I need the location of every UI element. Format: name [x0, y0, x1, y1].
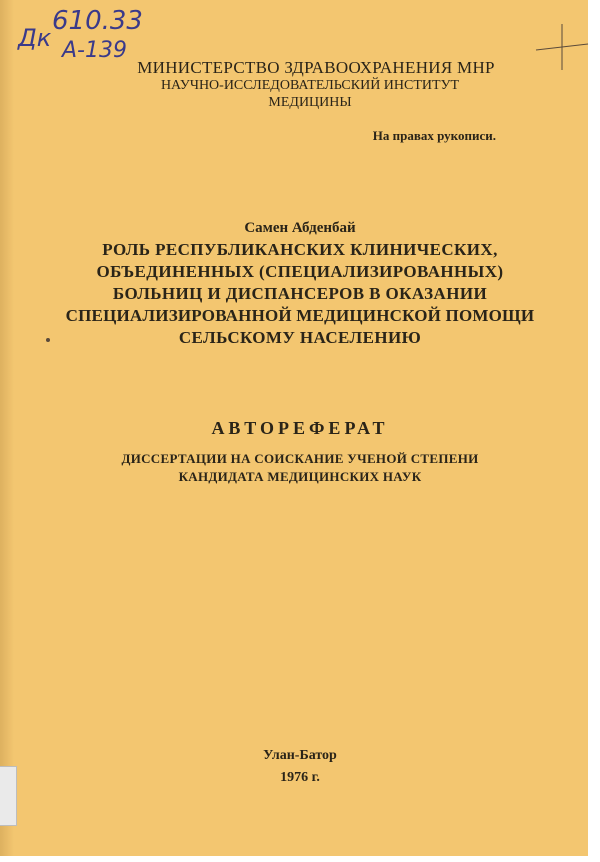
author-name: Самен Абденбай: [244, 220, 356, 236]
publication-year: 1976 г.: [280, 770, 320, 785]
subtitle-line: ДИССЕРТАЦИИ НА СОИСКАНИЕ УЧЕНОЙ СТЕПЕНИ: [121, 451, 479, 466]
publication-city: Улан-Батор: [263, 748, 337, 763]
title-line: РОЛЬ РЕСПУБЛИКАНСКИХ КЛИНИЧЕСКИХ,: [102, 240, 498, 259]
institute-heading-line1: НАУЧНО-ИССЛЕДОВАТЕЛЬСКИЙ ИНСТИТУТ: [160, 78, 460, 93]
page-edge-bottom: [0, 856, 600, 862]
title-line: СЕЛЬСКОМУ НАСЕЛЕНИЮ: [178, 328, 422, 347]
rights-note: На правах рукописи.: [372, 128, 496, 143]
handwritten-shelfmark-line1: 610.33: [52, 6, 143, 36]
title-line: ОБЪЕДИНЕННЫХ (СПЕЦИАЛИЗИРОВАННЫХ): [96, 262, 504, 281]
ministry-heading: МИНИСТЕРСТВО ЗДРАВООХРАНЕНИЯ МНР: [137, 58, 495, 77]
institute-heading-line2: МЕДИЦИНЫ: [268, 95, 352, 110]
title-line: СПЕЦИАЛИЗИРОВАННОЙ МЕДИЦИНСКОЙ ПОМОЩИ: [65, 306, 535, 325]
document-type: АВТОРЕФЕРАТ: [211, 418, 389, 438]
title-line: БОЛЬНИЦ И ДИСПАНСЕРОВ В ОКАЗАНИИ: [112, 284, 488, 303]
pencil-dot-icon: [44, 336, 52, 344]
subtitle-line: КАНДИДАТА МЕДИЦИНСКИХ НАУК: [178, 469, 422, 484]
handwritten-shelfmark-line2: А-139: [62, 38, 127, 63]
handwritten-shelfmark-prefix: Дк: [18, 24, 52, 52]
